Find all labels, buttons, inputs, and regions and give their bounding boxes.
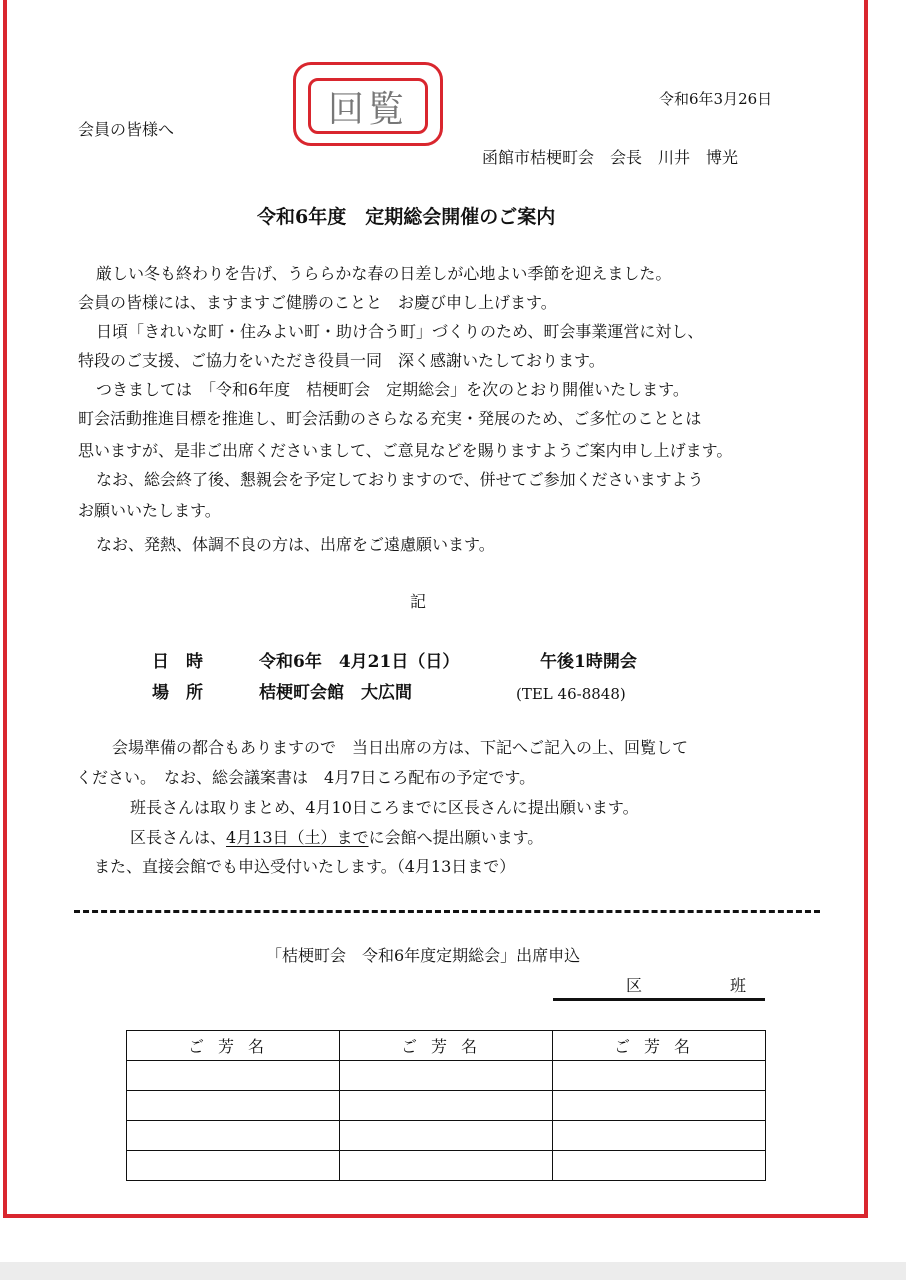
note-text: 区長さんは、 <box>130 828 227 847</box>
place-tel: (TEL 46-8848) <box>516 685 626 703</box>
column-header-name: ご芳名 <box>553 1031 766 1061</box>
body-line: なお、総会終了後、懇親会を予定しておりますので、併せてご参加くださいますよう <box>96 470 704 489</box>
body-line: 厳しい冬も終わりを告げ、うららかな春の日差しが心地よい季節を迎えました。 <box>96 264 672 283</box>
name-cell[interactable] <box>553 1061 766 1091</box>
body-line: 思いますが、是非ご出席くださいまして、ご意見などを賜りますようご案内申し上げます。 <box>78 441 733 460</box>
addressee: 会員の皆様へ <box>78 120 175 139</box>
place-label: 場 所 <box>152 683 203 703</box>
datetime-label: 日 時 <box>152 652 203 672</box>
note-line: 会場準備の都合もありますので 当日出席の方は、下記へご記入の上、回覧して <box>112 738 689 757</box>
body-line: 町会活動推進目標を推進し、町会活動のさらなる充実・発展のため、ご多忙のこととは <box>78 409 702 428</box>
name-cell[interactable] <box>127 1091 340 1121</box>
form-title: 「桔梗町会 令和6年度定期総会」出席申込 <box>266 946 581 965</box>
name-cell[interactable] <box>340 1091 553 1121</box>
ku-han-line <box>553 998 765 1001</box>
han-label: 班 <box>730 976 747 995</box>
note-line: また、直接会館でも申込受付いたします。（4月13日まで） <box>94 857 516 876</box>
name-cell[interactable] <box>127 1121 340 1151</box>
attendance-table <box>126 1030 766 1181</box>
document-title: 令和6年度 定期総会開催のご案内 <box>257 206 556 228</box>
table-row <box>127 1121 766 1151</box>
deadline-underlined: 4月13日（土）まで <box>226 828 369 847</box>
page-bottom-margin <box>0 1262 906 1280</box>
name-cell[interactable] <box>340 1121 553 1151</box>
kairan-stamp <box>308 78 428 134</box>
datetime-time: 午後1時開会 <box>540 652 637 672</box>
note-line: 班長さんは取りまとめ、4月10日ころまでに区長さんに提出願います。 <box>130 798 639 817</box>
column-header-name: ご芳名 <box>340 1031 553 1061</box>
body-line: お願いいたします。 <box>78 501 221 520</box>
table-row <box>127 1091 766 1121</box>
name-cell[interactable] <box>127 1061 340 1091</box>
name-cell[interactable] <box>127 1151 340 1181</box>
name-cell[interactable] <box>340 1151 553 1181</box>
name-cell[interactable] <box>340 1061 553 1091</box>
body-line: つきましては 「令和6年度 桔梗町会 定期総会」を次のとおり開催いたします。 <box>96 380 689 399</box>
body-line: 特段のご支援、ご協力をいただき役員一同 深く感謝いたしております。 <box>78 351 605 370</box>
name-cell[interactable] <box>553 1121 766 1151</box>
body-line: 日頃「きれいな町・住みよい町・助け合う町」づくりのため、町会事業運営に対し、 <box>96 322 704 341</box>
table-row <box>127 1061 766 1091</box>
cut-line <box>74 910 820 913</box>
stamp-text: 回覧 <box>327 88 408 130</box>
note-text: に会館へ提出願います。 <box>368 828 544 847</box>
name-cell[interactable] <box>553 1091 766 1121</box>
ku-label: 区 <box>626 976 643 995</box>
note-line: ください。 なお、総会議案書は 4月7日ころ配布の予定です。 <box>76 768 536 787</box>
date: 令和6年3月26日 <box>659 90 773 108</box>
ki-heading: 記 <box>410 592 427 611</box>
place-value: 桔梗町会館 大広間 <box>259 683 412 703</box>
column-header-name: ご芳名 <box>127 1031 340 1061</box>
datetime-date: 令和6年 4月21日（日） <box>259 652 460 672</box>
note-line <box>130 828 543 848</box>
body-line: 会員の皆様には、ますますご健勝のことと お慶び申し上げます。 <box>78 293 557 312</box>
name-cell[interactable] <box>553 1151 766 1181</box>
sender: 函館市桔梗町会 会長 川井 博光 <box>482 148 739 167</box>
table-header-row <box>127 1031 766 1061</box>
table-row <box>127 1151 766 1181</box>
body-line: なお、発熱、体調不良の方は、出席をご遠慮願います。 <box>96 535 495 554</box>
